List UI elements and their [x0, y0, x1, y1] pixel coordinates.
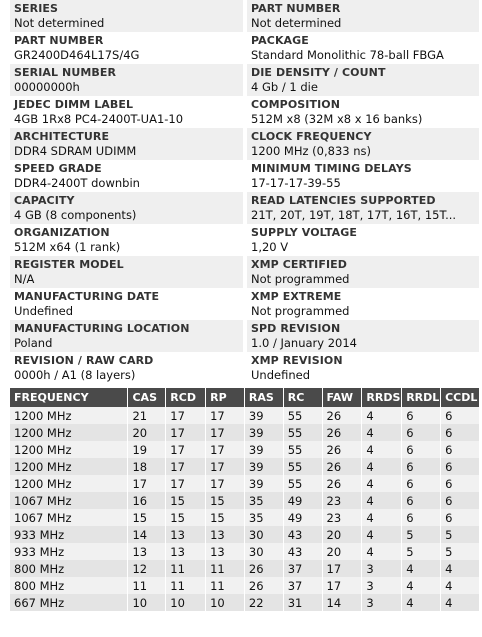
info-row: [0, 352, 482, 384]
column-header: CAS: [128, 388, 166, 407]
info-cell-right: [247, 32, 479, 64]
info-label: ARCHITECTURE: [14, 130, 110, 143]
table-cell: 11: [206, 560, 245, 577]
info-value: Poland: [14, 336, 53, 350]
info-row: [0, 128, 482, 160]
table-cell: 20: [322, 526, 362, 543]
table-row: [10, 594, 479, 611]
table-row: [10, 577, 479, 594]
table-cell: 6: [441, 492, 479, 509]
table-cell: 800 MHz: [10, 577, 128, 594]
column-header: FREQUENCY: [10, 388, 128, 407]
info-value: Not determined: [251, 16, 342, 30]
table-row: [10, 458, 479, 475]
info-value: 00000000h: [14, 80, 80, 94]
table-cell: 933 MHz: [10, 526, 128, 543]
table-cell: 49: [283, 492, 322, 509]
table-cell: 4: [402, 560, 441, 577]
table-cell: 4: [402, 594, 441, 611]
info-row: [0, 96, 482, 128]
table-cell: 11: [206, 577, 245, 594]
info-label: READ LATENCIES SUPPORTED: [251, 194, 436, 207]
info-label: REGISTER MODEL: [14, 258, 124, 271]
column-header: RCD: [166, 388, 206, 407]
column-header: RRDS: [362, 388, 402, 407]
info-cell-left: [10, 0, 243, 32]
table-cell: 1067 MHz: [10, 492, 128, 509]
table-cell: 20: [322, 543, 362, 560]
info-row: [0, 32, 482, 64]
table-cell: 17: [166, 458, 206, 475]
info-label: XMP EXTREME: [251, 290, 342, 303]
timing-table-header: [10, 388, 479, 407]
info-row: [0, 256, 482, 288]
table-cell: 4: [362, 526, 402, 543]
table-cell: 55: [283, 458, 322, 475]
table-cell: 4: [362, 543, 402, 560]
table-cell: 17: [206, 458, 245, 475]
table-cell: 6: [441, 509, 479, 526]
table-cell: 6: [441, 407, 479, 424]
info-row: [0, 288, 482, 320]
info-label: PACKAGE: [251, 34, 309, 47]
info-cell-right: [247, 256, 479, 288]
table-cell: 5: [402, 543, 441, 560]
info-value: 512M x64 (1 rank): [14, 240, 121, 254]
table-cell: 55: [283, 424, 322, 441]
table-cell: 19: [128, 441, 166, 458]
info-label: PART NUMBER: [14, 34, 104, 47]
info-value: 1200 MHz (0,833 ns): [251, 144, 372, 158]
table-cell: 6: [402, 441, 441, 458]
info-row: [0, 224, 482, 256]
table-cell: 1200 MHz: [10, 441, 128, 458]
table-cell: 26: [322, 475, 362, 492]
table-cell: 23: [322, 509, 362, 526]
table-cell: 6: [441, 458, 479, 475]
info-label: SERIAL NUMBER: [14, 66, 117, 79]
table-cell: 4: [362, 407, 402, 424]
table-cell: 31: [283, 594, 322, 611]
table-cell: 17: [206, 407, 245, 424]
info-cell-left: [10, 96, 243, 128]
table-cell: 4: [362, 458, 402, 475]
info-cell-left: [10, 320, 243, 352]
info-cell-left: [10, 224, 243, 256]
info-cell-right: [247, 288, 479, 320]
info-value: 4 GB (8 components): [14, 208, 137, 222]
info-row: [0, 64, 482, 96]
table-cell: 13: [206, 526, 245, 543]
table-cell: 4: [441, 594, 479, 611]
table-cell: 1067 MHz: [10, 509, 128, 526]
timing-table-body: [10, 407, 479, 611]
info-value: 512M x8 (32M x8 x 16 banks): [251, 112, 423, 126]
table-cell: 6: [402, 424, 441, 441]
info-cell-left: [10, 64, 243, 96]
info-cell-right: [247, 224, 479, 256]
table-cell: 1200 MHz: [10, 407, 128, 424]
table-cell: 10: [206, 594, 245, 611]
table-cell: 5: [441, 543, 479, 560]
table-cell: 667 MHz: [10, 594, 128, 611]
table-cell: 14: [322, 594, 362, 611]
info-value: Undefined: [251, 368, 310, 382]
table-cell: 17: [166, 424, 206, 441]
table-cell: 4: [362, 509, 402, 526]
info-label: MANUFACTURING LOCATION: [14, 322, 190, 335]
table-cell: 43: [283, 526, 322, 543]
table-cell: 49: [283, 509, 322, 526]
table-cell: 11: [166, 577, 206, 594]
table-cell: 11: [128, 577, 166, 594]
table-cell: 30: [244, 543, 283, 560]
table-row: [10, 407, 479, 424]
info-value: Undefined: [14, 304, 73, 318]
info-value: 4 Gb / 1 die: [251, 80, 318, 94]
table-cell: 26: [244, 577, 283, 594]
table-cell: 15: [166, 509, 206, 526]
table-cell: 6: [402, 492, 441, 509]
table-cell: 17: [128, 475, 166, 492]
table-cell: 4: [362, 492, 402, 509]
info-value: 4GB 1Rx8 PC4-2400T-UA1-10: [14, 112, 184, 126]
table-cell: 6: [402, 509, 441, 526]
table-cell: 5: [402, 526, 441, 543]
table-cell: 3: [362, 577, 402, 594]
table-cell: 26: [322, 458, 362, 475]
table-cell: 26: [322, 424, 362, 441]
table-cell: 14: [128, 526, 166, 543]
column-header: FAW: [322, 388, 362, 407]
table-row: [10, 509, 479, 526]
table-cell: 23: [322, 492, 362, 509]
table-cell: 35: [244, 492, 283, 509]
table-cell: 800 MHz: [10, 560, 128, 577]
table-cell: 4: [362, 441, 402, 458]
info-label: XMP REVISION: [251, 354, 343, 367]
info-label: COMPOSITION: [251, 98, 341, 111]
table-cell: 933 MHz: [10, 543, 128, 560]
table-cell: 39: [244, 441, 283, 458]
table-cell: 13: [166, 526, 206, 543]
info-cell-left: [10, 256, 243, 288]
table-cell: 6: [441, 475, 479, 492]
table-cell: 17: [166, 441, 206, 458]
info-value: 0000h / A1 (8 layers): [14, 368, 136, 382]
info-label: ORGANIZATION: [14, 226, 110, 239]
table-cell: 15: [128, 509, 166, 526]
column-header: RC: [283, 388, 322, 407]
table-cell: 26: [322, 441, 362, 458]
info-row: [0, 320, 482, 352]
info-label: XMP CERTIFIED: [251, 258, 348, 271]
table-cell: 13: [166, 543, 206, 560]
table-cell: 3: [362, 560, 402, 577]
table-cell: 17: [206, 441, 245, 458]
info-label: CAPACITY: [14, 194, 75, 207]
table-cell: 17: [322, 560, 362, 577]
table-cell: 6: [402, 475, 441, 492]
info-value: 1.0 / January 2014: [251, 336, 357, 350]
table-cell: 12: [128, 560, 166, 577]
table-cell: 30: [244, 526, 283, 543]
table-cell: 10: [166, 594, 206, 611]
info-label: SPEED GRADE: [14, 162, 102, 175]
table-cell: 26: [322, 407, 362, 424]
table-cell: 4: [402, 577, 441, 594]
info-cell-right: [247, 64, 479, 96]
table-cell: 22: [244, 594, 283, 611]
table-cell: 4: [441, 577, 479, 594]
info-row: [0, 160, 482, 192]
info-label: JEDEC DIMM LABEL: [14, 98, 134, 111]
info-cell-left: [10, 32, 243, 64]
table-cell: 10: [128, 594, 166, 611]
table-row: [10, 475, 479, 492]
table-cell: 5: [441, 526, 479, 543]
table-row: [10, 526, 479, 543]
info-cell-right: [247, 96, 479, 128]
info-label: SPD REVISION: [251, 322, 341, 335]
info-cell-right: [247, 192, 479, 224]
table-cell: 4: [362, 424, 402, 441]
info-label: REVISION / RAW CARD: [14, 354, 154, 367]
table-cell: 39: [244, 458, 283, 475]
table-cell: 17: [206, 424, 245, 441]
info-cell-right: [247, 0, 479, 32]
table-cell: 13: [206, 543, 245, 560]
info-value: Not determined: [14, 16, 105, 30]
table-cell: 35: [244, 509, 283, 526]
info-cell-left: [10, 352, 243, 384]
table-cell: 6: [402, 458, 441, 475]
info-label: PART NUMBER: [251, 2, 341, 15]
info-cell-right: [247, 352, 479, 384]
table-cell: 15: [166, 492, 206, 509]
info-row: [0, 192, 482, 224]
info-label: MANUFACTURING DATE: [14, 290, 160, 303]
table-cell: 11: [166, 560, 206, 577]
info-label: SERIES: [14, 2, 59, 15]
table-cell: 6: [441, 424, 479, 441]
table-cell: 17: [322, 577, 362, 594]
table-cell: 55: [283, 407, 322, 424]
info-cell-right: [247, 160, 479, 192]
table-row: [10, 492, 479, 509]
info-cell-left: [10, 288, 243, 320]
info-value: 17-17-17-39-55: [251, 176, 341, 190]
table-cell: 4: [441, 560, 479, 577]
table-cell: 3: [362, 594, 402, 611]
table-cell: 39: [244, 424, 283, 441]
table-cell: 13: [128, 543, 166, 560]
table-cell: 39: [244, 407, 283, 424]
table-cell: 1200 MHz: [10, 458, 128, 475]
table-cell: 4: [362, 475, 402, 492]
table-cell: 17: [166, 475, 206, 492]
table-cell: 17: [166, 407, 206, 424]
info-label: SUPPLY VOLTAGE: [251, 226, 358, 239]
table-cell: 15: [206, 492, 245, 509]
table-cell: 26: [244, 560, 283, 577]
info-row: [0, 0, 482, 32]
info-cell-left: [10, 160, 243, 192]
info-cell-left: [10, 192, 243, 224]
column-header: RAS: [244, 388, 283, 407]
info-label: MINIMUM TIMING DELAYS: [251, 162, 412, 175]
table-row: [10, 441, 479, 458]
info-value: Not programmed: [251, 304, 350, 318]
table-cell: 37: [283, 577, 322, 594]
table-cell: 43: [283, 543, 322, 560]
info-label: DIE DENSITY / COUNT: [251, 66, 386, 79]
info-value: Not programmed: [251, 272, 350, 286]
table-cell: 17: [206, 475, 245, 492]
info-cell-right: [247, 320, 479, 352]
table-cell: 55: [283, 475, 322, 492]
table-cell: 15: [206, 509, 245, 526]
table-cell: 1200 MHz: [10, 475, 128, 492]
info-value: 1,20 V: [251, 240, 289, 254]
table-cell: 55: [283, 441, 322, 458]
table-row: [10, 424, 479, 441]
column-header: RRDL: [402, 388, 441, 407]
info-value: Standard Monolithic 78-ball FBGA: [251, 48, 444, 62]
table-row: [10, 560, 479, 577]
info-value: DDR4-2400T downbin: [14, 176, 140, 190]
info-value: GR2400D464L17S/4G: [14, 48, 140, 62]
table-cell: 21: [128, 407, 166, 424]
table-cell: 6: [441, 441, 479, 458]
table-row: [10, 543, 479, 560]
table-cell: 16: [128, 492, 166, 509]
info-value: DDR4 SDRAM UDIMM: [14, 144, 137, 158]
info-value: 21T, 20T, 19T, 18T, 17T, 16T, 15T...: [251, 208, 457, 222]
table-cell: 18: [128, 458, 166, 475]
column-header: RP: [206, 388, 245, 407]
info-cell-right: [247, 128, 479, 160]
column-header: CCDL: [441, 388, 479, 407]
table-cell: 20: [128, 424, 166, 441]
info-label: CLOCK FREQUENCY: [251, 130, 372, 143]
info-cell-left: [10, 128, 243, 160]
table-cell: 39: [244, 475, 283, 492]
info-value: N/A: [14, 272, 35, 286]
timing-table: [10, 388, 479, 611]
table-cell: 6: [402, 407, 441, 424]
table-cell: 37: [283, 560, 322, 577]
table-cell: 1200 MHz: [10, 424, 128, 441]
